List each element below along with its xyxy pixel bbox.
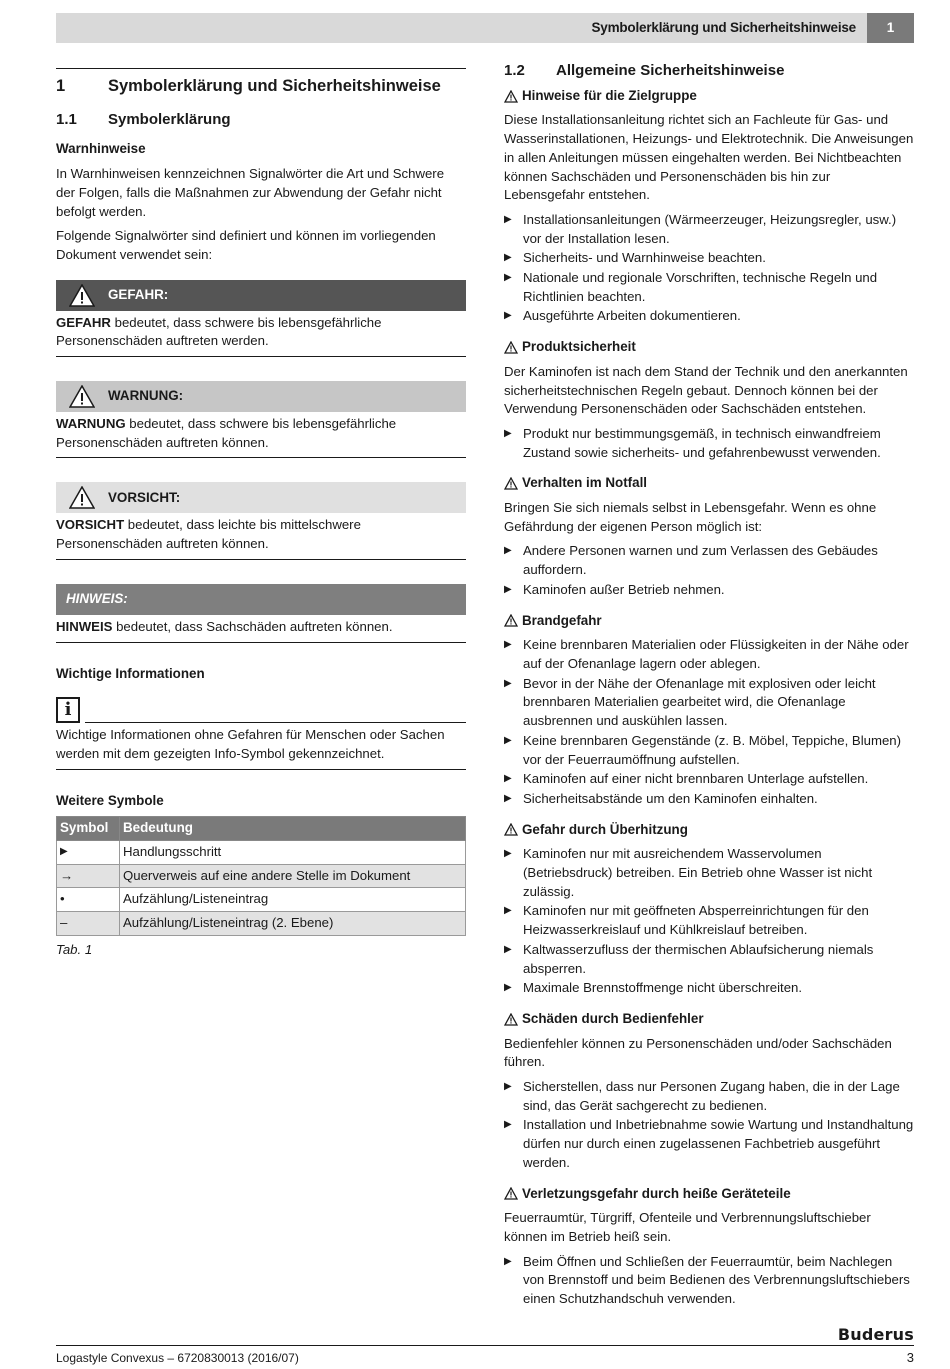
gefahr-box — [56, 280, 466, 357]
safety-section — [504, 821, 914, 998]
safety-sections — [504, 87, 914, 1309]
action-step: ▶ Installationsanleitungen (Wärmeerzeuger, Heizungsregler, usw.) vor der Installation lesen. — [504, 211, 914, 248]
safety-section-title — [504, 821, 914, 840]
warning-triangle-icon — [504, 90, 518, 103]
safety-section-title — [504, 1185, 914, 1204]
table-cell-symbol: • — [57, 888, 120, 912]
gefahr-label: GEFAHR: — [108, 286, 169, 302]
action-step: ▶ Maximale Brennstoffmenge nicht überschreiten. — [504, 979, 914, 998]
table-cell-meaning: Aufzählung/Listeneintrag (2. Ebene) — [120, 912, 466, 936]
warnung-word: WARNUNG — [56, 416, 126, 432]
section-title: Allgemeine Sicherheitshinweise — [556, 62, 785, 79]
action-step: ▶ Sicherheits- und Warnhinweise beachten. — [504, 249, 914, 268]
safety-section-title — [504, 1010, 914, 1029]
table-row — [57, 841, 466, 865]
warning-triangle-icon — [504, 1013, 518, 1026]
buderus-logo: Buderus — [837, 1325, 914, 1344]
safety-section-title-text: Hinweise für die Zielgruppe — [522, 87, 697, 103]
right-column — [504, 62, 914, 1313]
vorsicht-header — [56, 482, 466, 513]
page-number: 3 — [906, 1350, 914, 1365]
chapter-heading — [56, 68, 466, 96]
warning-triangle-icon — [504, 341, 518, 354]
wichtig-heading: Wichtige Informationen — [56, 665, 205, 681]
warning-triangle-icon — [504, 823, 518, 836]
vorsicht-body — [56, 513, 466, 559]
vorsicht-label: VORSICHT: — [108, 489, 181, 505]
action-step: ▶ Bevor in der Nähe der Ofenanlage mit explosiven oder leicht brennbaren Materialien gearbeitet wird, die Ofenanlage ausbrennen und auskühlen lassen. — [504, 675, 914, 731]
action-steps — [504, 1078, 914, 1173]
section-heading-1-1 — [56, 111, 466, 130]
safety-section — [504, 1185, 914, 1309]
chapter-heading-number: 1 — [56, 77, 66, 95]
action-steps — [504, 636, 914, 808]
running-header — [56, 13, 914, 43]
section-number: 1.1 — [56, 110, 77, 128]
safety-section-text: Diese Installationsanleitung richtet sich an Fachleute für Gas- und Wasserinstallationen, Heizungs- und Elektrotechnik. Die Anweisungen in allen Anleitungen müssen eingehalten werden. Bei Nichtbeachten können Sachschäden und Personenschäden bis hin zur Lebensgefahr entstehen. — [504, 112, 914, 203]
action-step: ▶ Sicherstellen, dass nur Personen Zugang haben, die in der Lage sind, das Gerät sachgerecht zu bedienen. — [504, 1078, 914, 1115]
safety-section-text: Der Kaminofen ist nach dem Stand der Technik und den anerkannten sicherheitstechnischen Regeln gebaut. Dennoch können bei der Verwendung Personenschäden oder Sachschäden entstehen. — [504, 363, 908, 417]
safety-section — [504, 338, 914, 462]
action-step: ▶ Kaminofen auf einer nicht brennbaren Unterlage aufstellen. — [504, 770, 914, 789]
table-header-row — [57, 817, 466, 841]
warning-triangle-icon — [56, 486, 108, 509]
action-step: ▶ Kaminofen nur mit ausreichendem Wasservolumen (Betriebsdruck) betreiben. Ein Betrieb ohne Wasser ist nicht zulässig. — [504, 845, 914, 901]
warning-triangle-icon — [56, 385, 108, 408]
safety-section-text: Feuerraumtür, Türgriff, Ofenteile und Verbrennungsluftschieber können im Betrieb heiß sein. — [504, 1210, 871, 1244]
warnung-body — [56, 412, 466, 458]
section-title: Symbolerklärung — [108, 110, 231, 128]
table-caption: Tab. 1 — [56, 941, 93, 957]
gefahr-body — [56, 311, 466, 357]
warning-triangle-icon — [56, 284, 108, 307]
safety-section — [504, 612, 914, 809]
table-header-bedeutung: Bedeutung — [120, 817, 466, 841]
safety-section-title-text: Brandgefahr — [522, 612, 602, 628]
weitere-symbole-heading: Weitere Symbole — [56, 792, 164, 808]
table-cell-meaning: Handlungsschritt — [120, 841, 466, 865]
safety-section-title — [504, 612, 914, 631]
action-steps — [504, 211, 914, 326]
action-step: ▶ Beim Öffnen und Schließen der Feuerraumtür, beim Nachlegen von Brennstoff und beim Bedienen des Verbrennungsluftschiebers einen Schutzhandschuh verwenden. — [504, 1253, 914, 1309]
section-heading-1-2 — [504, 62, 914, 81]
gefahr-word: GEFAHR — [56, 314, 111, 330]
info-icon: i — [56, 697, 80, 723]
table-cell-symbol: ▶ — [57, 841, 120, 865]
action-step: ▶ Kaltwasserzufluss der thermischen Ablaufsicherung niemals absperren. — [504, 941, 914, 978]
table-cell-symbol: → — [57, 864, 120, 888]
safety-section-title — [504, 338, 914, 357]
table-row — [57, 912, 466, 936]
footer-divider — [56, 1345, 914, 1346]
hinweis-box — [56, 584, 466, 643]
action-steps — [504, 845, 914, 998]
warnhinweise-paragraph-1: In Warnhinweisen kennzeichnen Signalwörter die Art und Schwere der Folgen, falls die Maßnahmen zur Abwendung der Gefahr nicht befolgt werden. — [56, 166, 445, 219]
warnhinweise-heading: Warnhinweise — [56, 141, 146, 157]
action-step: ▶ Produkt nur bestimmungsgemäß, in technisch einwandfreiem Zustand sowie sicherheits- und gefahrenbewusst verwenden. — [504, 425, 914, 462]
info-row — [56, 697, 466, 723]
chapter-heading-title: Symbolerklärung und Sicherheitshinweise — [108, 77, 441, 95]
safety-section-title-text: Produktsicherheit — [522, 339, 636, 355]
hinweis-body — [56, 615, 466, 643]
safety-section-title — [504, 474, 914, 493]
action-step: ▶ Installation und Inbetriebnahme sowie Wartung und Instandhaltung dürfen nur durch einen zugelassenen Fachbetrieb ausgeführt werden. — [504, 1116, 914, 1172]
action-step: ▶ Andere Personen warnen und zum Verlassen des Gebäudes auffordern. — [504, 542, 914, 579]
gefahr-text: bedeutet, dass schwere bis lebensgefährliche Personenschäden auftreten werden. — [56, 314, 382, 349]
action-step: ▶ Keine brennbaren Materialien oder Flüssigkeiten in der Nähe oder auf der Ofenanlage lagern oder ablegen. — [504, 636, 914, 673]
action-step: ▶ Nationale und regionale Vorschriften, technische Regeln und Richtlinien beachten. — [504, 269, 914, 306]
action-step: ▶ Ausgeführte Arbeiten dokumentieren. — [504, 307, 914, 326]
running-header-title: Symbolerklärung und Sicherheitshinweise — [591, 20, 856, 35]
action-steps — [504, 1253, 914, 1309]
wichtig-text: Wichtige Informationen ohne Gefahren für Menschen oder Sachen werden mit dem gezeigten Info-Symbol gekennzeichnet. — [56, 723, 466, 769]
table-cell-meaning: Aufzählung/Listeneintrag — [120, 888, 466, 912]
section-number: 1.2 — [504, 62, 525, 79]
vorsicht-word: VORSICHT — [56, 517, 125, 533]
warning-triangle-icon — [504, 1187, 518, 1200]
safety-section-title — [504, 87, 914, 106]
action-steps — [504, 542, 914, 599]
safety-section — [504, 1010, 914, 1173]
safety-section-text: Bringen Sie sich niemals selbst in Lebensgefahr. Wenn es ohne Gefährdung der eigenen Person möglich ist: — [504, 500, 877, 534]
safety-section — [504, 474, 914, 599]
hinweis-label: HINWEIS: — [66, 590, 128, 606]
safety-section — [504, 87, 914, 326]
safety-section-title-text: Gefahr durch Überhitzung — [522, 821, 688, 837]
table-row — [57, 888, 466, 912]
table-cell-symbol: – — [57, 912, 120, 936]
warnung-header — [56, 381, 466, 412]
warnhinweise-paragraph-2: Folgende Signalwörter sind definiert und können im vorliegenden Dokument verwendet sein: — [56, 228, 436, 262]
info-divider — [85, 721, 466, 723]
footer-document-info: Logastyle Convexus – 6720830013 (2016/07) — [56, 1351, 299, 1365]
warnung-text: bedeutet, dass schwere bis lebensgefährliche Personenschäden auftreten können. — [56, 416, 397, 450]
warnung-box — [56, 381, 466, 458]
warnung-label: WARNUNG: — [108, 388, 184, 404]
safety-section-title-text: Schäden durch Bedienfehler — [522, 1010, 704, 1026]
warning-triangle-icon — [504, 477, 518, 490]
safety-section-title-text: Verhalten im Notfall — [522, 475, 648, 491]
chapter-number: 1 — [867, 13, 914, 43]
table-row — [57, 864, 466, 888]
left-column — [56, 68, 466, 960]
vorsicht-box — [56, 482, 466, 559]
hinweis-text: bedeutet, dass Sachschäden auftreten können. — [112, 618, 393, 634]
gefahr-header — [56, 280, 466, 311]
vorsicht-text: bedeutet, dass leichte bis mittelschwere Personenschäden auftreten können. — [56, 517, 361, 552]
safety-section-text: Bedienfehler können zu Personenschäden und/oder Sachschäden führen. — [504, 1035, 892, 1070]
hinweis-header — [56, 584, 466, 615]
action-step: ▶ Keine brennbaren Gegenstände (z. B. Möbel, Teppiche, Blumen) vor der Feuerraumöffnung aufstellen. — [504, 732, 914, 769]
hinweis-word: HINWEIS — [56, 618, 113, 634]
table-cell-meaning: Querverweis auf eine andere Stelle im Dokument — [120, 864, 466, 888]
action-step: ▶ Kaminofen nur mit geöffneten Absperreinrichtungen für den Heizwasserkreislauf und Kühlkreislauf betreiben. — [504, 902, 914, 939]
warning-triangle-icon — [504, 614, 518, 627]
safety-section-title-text: Verletzungsgefahr durch heiße Geräteteile — [522, 1185, 791, 1201]
table-header-symbol: Symbol — [57, 817, 120, 841]
symbol-table — [56, 816, 466, 936]
action-steps — [504, 425, 914, 462]
action-step: ▶ Kaminofen außer Betrieb nehmen. — [504, 581, 914, 600]
action-step: ▶ Sicherheitsabstände um den Kaminofen einhalten. — [504, 790, 914, 809]
